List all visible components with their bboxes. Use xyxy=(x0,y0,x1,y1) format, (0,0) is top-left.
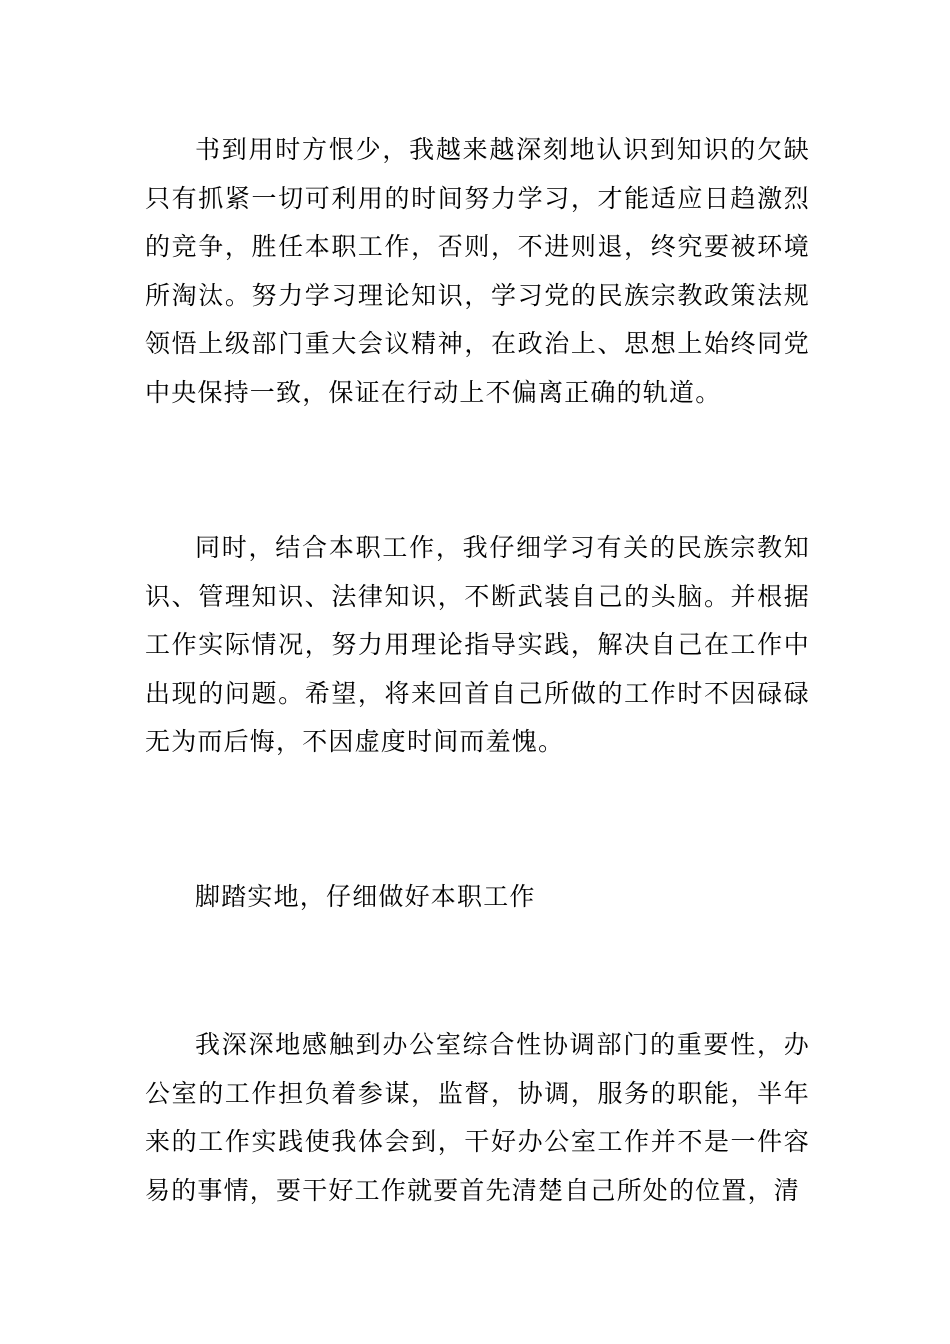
paragraph-study-knowledge: 同时，结合本职工作，我仔细学习有关的民族宗教知识、管理知识、法律知识，不断武装自己的头脑。并根据工作实际情况，努力用理论指导实践，解决自己在工作中出现的问题。希望，将来回首自己所做的工作时不因碌碌无为而后悔，不因虚度时间而羞愧。 xyxy=(145,533,810,756)
paragraph-office-work: 我深深地感触到办公室综合性协调部门的重要性，办公室的工作担负着参谋，监督，协调，服务的职能，半年来的工作实践使我体会到，干好办公室工作并不是一件容易的事情，要干好工作就要首先清楚自己所处的位置，清 xyxy=(145,1030,810,1205)
section-heading: 脚踏实地，仔细做好本职工作 xyxy=(195,882,536,911)
paragraph-study-theory: 书到用时方恨少，我越来越深刻地认识到知识的欠缺只有抓紧一切可利用的时间努力学习，才能适应日趋激烈的竞争，胜任本职工作，否则，不进则退，终究要被环境所淘汰。努力学习理论知识，学习党的民族宗教政策法规领悟上级部门重大会议精神，在政治上、思想上始终同党中央保持一致，保证在行动上不偏离正确的轨道。 xyxy=(145,135,810,407)
